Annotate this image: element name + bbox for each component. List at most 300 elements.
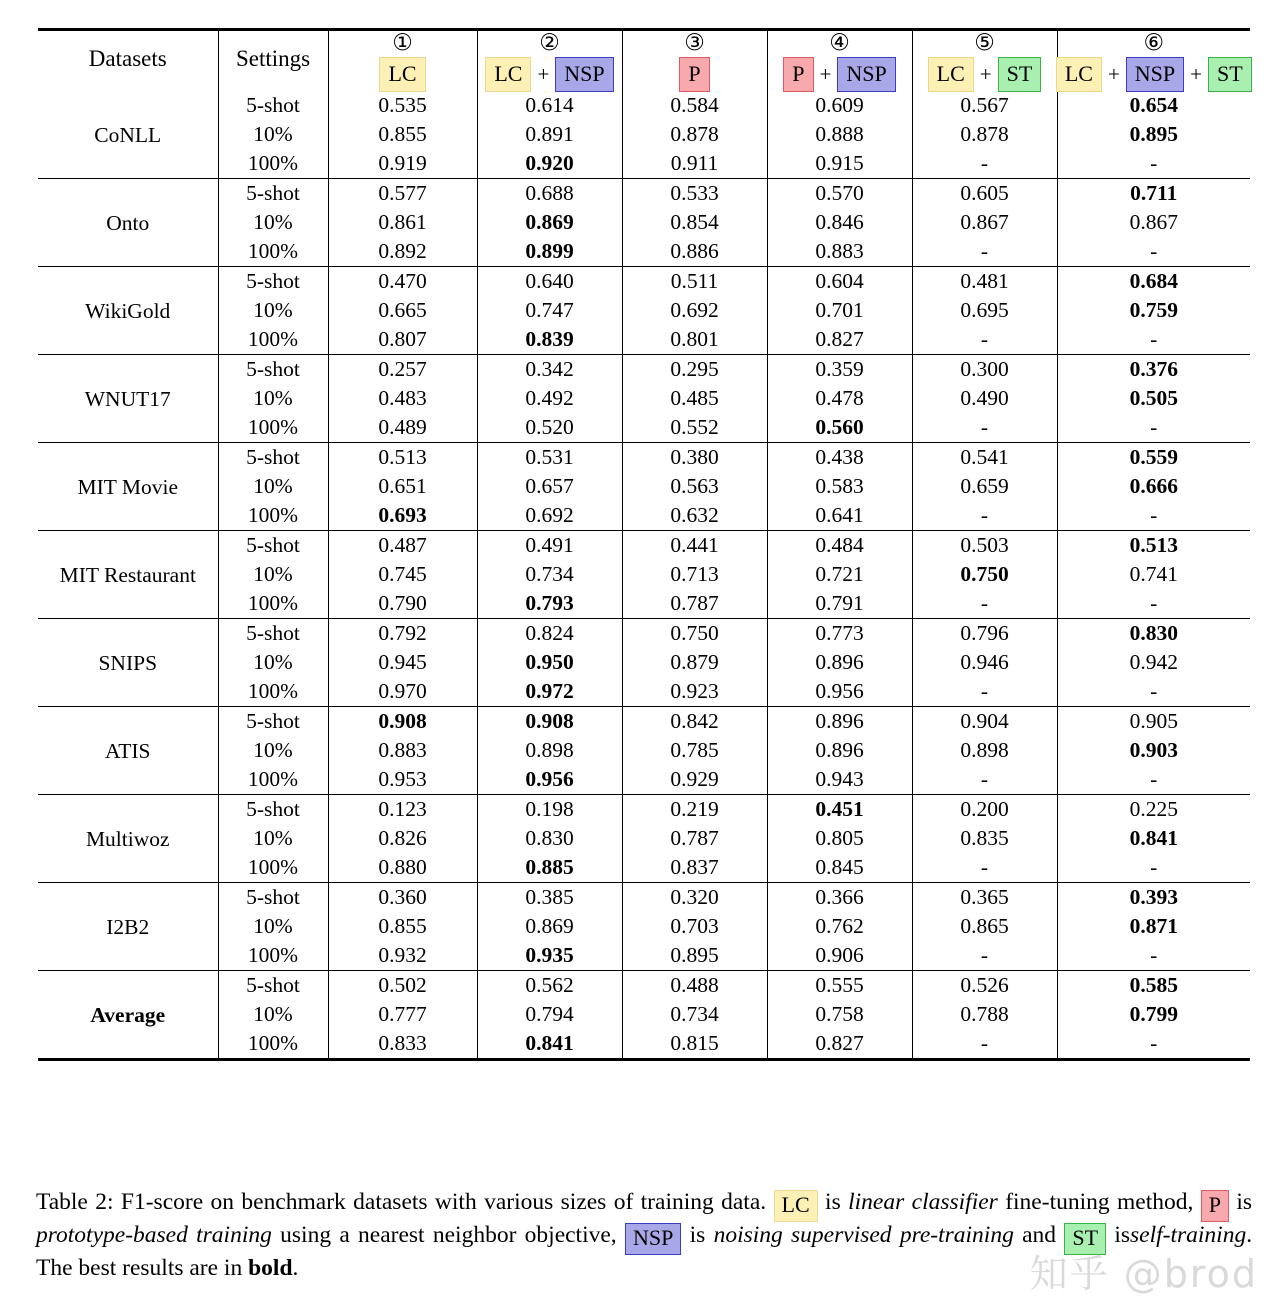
value-cell-col6: [1057, 619, 1250, 707]
setting-label: 5-shot: [246, 181, 300, 206]
value: 0.533: [670, 181, 719, 206]
value: 0.489: [378, 415, 427, 440]
value: 0.750: [670, 621, 719, 646]
value: 0.903: [1129, 738, 1178, 763]
value: 0.867: [960, 210, 1009, 235]
value: 0.869: [525, 914, 574, 939]
value: 0.503: [960, 533, 1009, 558]
dataset-name-cell: [38, 795, 218, 883]
value-cell-col5: [912, 883, 1057, 971]
value-cell-col4: [767, 795, 912, 883]
value-cell-col3: [622, 267, 767, 355]
value: 0.920: [525, 151, 574, 176]
value: 0.883: [815, 239, 864, 264]
value: 0.865: [960, 914, 1009, 939]
setting-label: 5-shot: [246, 269, 300, 294]
value: -: [1150, 415, 1158, 440]
value: 0.805: [815, 826, 864, 851]
lc-badge: LC: [485, 57, 531, 92]
value-cell-col4: [767, 355, 912, 443]
value-cell-col1: [328, 619, 477, 707]
table-row: [38, 971, 1250, 1060]
value-cell-col2: [477, 619, 622, 707]
value: -: [980, 855, 989, 880]
value: 0.385: [525, 885, 574, 910]
value-cell-col3: [622, 795, 767, 883]
setting-label: 100%: [247, 415, 299, 440]
table-row: [38, 91, 1250, 179]
header-col-1: [328, 30, 477, 92]
badge-group-5: [913, 57, 1057, 91]
setting-label: 5-shot: [246, 797, 300, 822]
setting-label: 100%: [247, 503, 299, 528]
value-cell-col2: [477, 443, 622, 531]
settings-cell: [218, 795, 328, 883]
dataset-name: SNIPS: [98, 650, 158, 675]
value: -: [1150, 151, 1158, 176]
value: 0.871: [1129, 914, 1178, 939]
header-col-3: [622, 30, 767, 92]
value: -: [980, 591, 989, 616]
value: -: [1150, 503, 1158, 528]
value: 0.604: [815, 269, 864, 294]
header-col-6: [1057, 30, 1250, 92]
value-cell-col5: [912, 795, 1057, 883]
value: 0.666: [1129, 474, 1178, 499]
value: 0.359: [815, 357, 864, 382]
plus-sign: +: [979, 61, 992, 86]
value: 0.911: [670, 151, 719, 176]
value: 0.688: [525, 181, 574, 206]
table-row: [38, 707, 1250, 795]
value: 0.492: [525, 386, 574, 411]
setting-label: 5-shot: [246, 445, 300, 470]
dataset-name-cell: [38, 355, 218, 443]
dataset-name-cell: [38, 531, 218, 619]
value-cell-col5: [912, 267, 1057, 355]
value-cell-col5: [912, 971, 1057, 1060]
value: 0.895: [670, 943, 719, 968]
value: 0.703: [670, 914, 719, 939]
value: 0.827: [815, 1031, 864, 1056]
value-cell-col6: [1057, 179, 1250, 267]
setting-label: 10%: [253, 386, 293, 411]
value-cell-col6: [1057, 531, 1250, 619]
value: 0.945: [378, 650, 427, 675]
value: 0.747: [525, 298, 574, 323]
value: 0.584: [670, 93, 719, 118]
value: 0.614: [525, 93, 574, 118]
caption-seg3: fine-tuning method,: [1005, 1189, 1194, 1215]
value: 0.505: [1129, 386, 1178, 411]
dataset-name-cell: [38, 707, 218, 795]
lc-badge: LC: [928, 57, 974, 92]
circled-number-2: ②: [539, 30, 560, 56]
value: 0.878: [670, 122, 719, 147]
header-datasets-label: Datasets: [88, 46, 167, 72]
settings-cell: [218, 443, 328, 531]
value: 0.855: [378, 122, 427, 147]
value: 0.794: [525, 1002, 574, 1027]
setting-label: 10%: [253, 914, 293, 939]
value: -: [980, 767, 989, 792]
value: 0.483: [378, 386, 427, 411]
value: 0.842: [670, 709, 719, 734]
dataset-name-cell: [38, 971, 218, 1060]
value: -: [1150, 679, 1158, 704]
value: 0.826: [378, 826, 427, 851]
value: 0.360: [378, 885, 427, 910]
value: 0.692: [525, 503, 574, 528]
value: 0.559: [1129, 445, 1178, 470]
value: 0.943: [815, 767, 864, 792]
caption-em-self-training: self-training: [1130, 1222, 1247, 1248]
value: 0.393: [1129, 885, 1178, 910]
dataset-name: Onto: [106, 210, 150, 235]
value: 0.878: [960, 122, 1009, 147]
value: 0.225: [1129, 797, 1178, 822]
value: 0.956: [815, 679, 864, 704]
value-cell-col1: [328, 883, 477, 971]
value: 0.555: [815, 973, 864, 998]
value: 0.886: [670, 239, 719, 264]
value: 0.896: [815, 709, 864, 734]
table-header: [38, 30, 1250, 92]
caption-seg10: .: [292, 1255, 299, 1281]
value: 0.904: [960, 709, 1009, 734]
value: 0.807: [378, 327, 427, 352]
settings-cell: [218, 355, 328, 443]
value: 0.787: [670, 591, 719, 616]
setting-label: 5-shot: [246, 533, 300, 558]
value: 0.788: [960, 1002, 1009, 1027]
value: 0.567: [960, 93, 1009, 118]
nsp-badge: NSP: [555, 57, 613, 92]
value: 0.552: [670, 415, 719, 440]
value: 0.560: [815, 415, 864, 440]
caption-seg9: . The best results are in: [36, 1222, 1253, 1281]
value: 0.713: [670, 562, 719, 587]
lc-badge: LC: [774, 1190, 818, 1222]
value: -: [1150, 239, 1158, 264]
value-cell-col4: [767, 531, 912, 619]
value: 0.867: [1129, 210, 1178, 235]
value: 0.470: [378, 269, 427, 294]
value: 0.609: [815, 93, 864, 118]
value: 0.198: [525, 797, 574, 822]
value: 0.342: [525, 357, 574, 382]
st-badge: ST: [998, 57, 1042, 92]
value: 0.841: [1129, 826, 1178, 851]
nsp-badge: NSP: [625, 1223, 681, 1255]
value: 0.896: [815, 738, 864, 763]
caption-seg1: F1-score on benchmark datasets with various sizes of training data.: [120, 1189, 767, 1215]
table-row: [38, 883, 1250, 971]
value-cell-col6: [1057, 707, 1250, 795]
table-row: [38, 531, 1250, 619]
header-col-4: [767, 30, 912, 92]
value: 0.684: [1129, 269, 1178, 294]
value: 0.605: [960, 181, 1009, 206]
settings-cell: [218, 971, 328, 1060]
value: 0.380: [670, 445, 719, 470]
value: 0.919: [378, 151, 427, 176]
value: 0.841: [525, 1031, 574, 1056]
dataset-name: CoNLL: [94, 122, 162, 147]
value: 0.891: [525, 122, 574, 147]
value: 0.585: [1129, 973, 1178, 998]
value: -: [1150, 1031, 1158, 1056]
value-cell-col5: [912, 707, 1057, 795]
setting-label: 5-shot: [246, 709, 300, 734]
plus-sign: +: [537, 61, 550, 86]
value: 0.830: [525, 826, 574, 851]
value-cell-col2: [477, 267, 622, 355]
setting-label: 100%: [247, 943, 299, 968]
caption-seg5: using a nearest neighbor objective,: [280, 1222, 617, 1248]
p-badge: P: [783, 57, 813, 92]
value-cell-col5: [912, 531, 1057, 619]
table-row: [38, 619, 1250, 707]
value-cell-col1: [328, 443, 477, 531]
table-row: [38, 443, 1250, 531]
value: -: [980, 1031, 989, 1056]
dataset-name-cell: [38, 443, 218, 531]
caption-em-linear-classifier: linear classifier: [848, 1189, 998, 1215]
value: 0.491: [525, 533, 574, 558]
value: 0.785: [670, 738, 719, 763]
caption-seg7: and: [1022, 1222, 1057, 1248]
circled-number-6: ⑥: [1143, 30, 1165, 56]
settings-cell: [218, 883, 328, 971]
value: 0.942: [1129, 650, 1178, 675]
value-cell-col2: [477, 91, 622, 179]
value: 0.758: [815, 1002, 864, 1027]
value-cell-col3: [622, 971, 767, 1060]
value: 0.651: [378, 474, 427, 499]
value: 0.721: [815, 562, 864, 587]
watermark: 知乎 @brod: [1029, 1252, 1258, 1296]
setting-label: 100%: [247, 855, 299, 880]
settings-cell: [218, 267, 328, 355]
value: 0.366: [815, 885, 864, 910]
value: -: [1150, 591, 1158, 616]
value-cell-col5: [912, 443, 1057, 531]
value: 0.846: [815, 210, 864, 235]
value: 0.855: [378, 914, 427, 939]
results-table: [38, 28, 1250, 1061]
value: 0.657: [525, 474, 574, 499]
value: 0.695: [960, 298, 1009, 323]
setting-label: 10%: [253, 122, 293, 147]
value: 0.451: [815, 797, 864, 822]
value: 0.906: [815, 943, 864, 968]
value: 0.488: [670, 973, 719, 998]
badge-group-4: [768, 57, 912, 91]
caption-seg4: is: [1236, 1189, 1253, 1215]
value: 0.839: [525, 327, 574, 352]
dataset-name: Average: [90, 1002, 166, 1027]
value: 0.535: [378, 93, 427, 118]
value: 0.762: [815, 914, 864, 939]
value: 0.896: [815, 650, 864, 675]
value: 0.824: [525, 621, 574, 646]
caption-seg2: is: [825, 1189, 841, 1215]
value: 0.490: [960, 386, 1009, 411]
circled-number-4: ④: [829, 30, 850, 56]
value: 0.520: [525, 415, 574, 440]
st-badge: ST: [1208, 57, 1252, 92]
dataset-name-cell: [38, 267, 218, 355]
value: 0.487: [378, 533, 427, 558]
value: 0.861: [378, 210, 427, 235]
value-cell-col3: [622, 443, 767, 531]
plus-sign: +: [1107, 61, 1120, 86]
value: 0.734: [525, 562, 574, 587]
value: 0.946: [960, 650, 1009, 675]
value: 0.869: [525, 210, 574, 235]
dataset-name-cell: [38, 91, 218, 179]
value: 0.300: [960, 357, 1009, 382]
value: -: [980, 239, 989, 264]
value: 0.792: [378, 621, 427, 646]
caption-seg8: is: [1114, 1222, 1130, 1248]
dataset-name-cell: [38, 883, 218, 971]
value: 0.484: [815, 533, 864, 558]
setting-label: 10%: [253, 210, 293, 235]
value: 0.531: [525, 445, 574, 470]
setting-label: 100%: [247, 679, 299, 704]
value: -: [980, 327, 989, 352]
setting-label: 10%: [253, 826, 293, 851]
value-cell-col4: [767, 443, 912, 531]
value: 0.376: [1129, 357, 1178, 382]
value-cell-col6: [1057, 91, 1250, 179]
value: 0.513: [1129, 533, 1178, 558]
settings-cell: [218, 707, 328, 795]
value-cell-col3: [622, 179, 767, 267]
value: 0.837: [670, 855, 719, 880]
settings-cell: [218, 91, 328, 179]
header-col-5: [912, 30, 1057, 92]
setting-label: 10%: [253, 738, 293, 763]
value-cell-col2: [477, 179, 622, 267]
table-row: [38, 795, 1250, 883]
dataset-name: MIT Movie: [77, 474, 179, 499]
dataset-name: MIT Restaurant: [59, 562, 196, 587]
settings-cell: [218, 531, 328, 619]
value-cell-col6: [1057, 883, 1250, 971]
table-body: [38, 91, 1250, 1060]
value-cell-col2: [477, 355, 622, 443]
setting-label: 10%: [253, 562, 293, 587]
value: -: [980, 679, 989, 704]
circled-number-1: ①: [392, 30, 413, 56]
dataset-name: ATIS: [105, 738, 151, 763]
value: 0.888: [815, 122, 864, 147]
value: 0.123: [378, 797, 427, 822]
settings-cell: [218, 619, 328, 707]
value: 0.972: [525, 679, 574, 704]
value: 0.511: [670, 269, 719, 294]
dataset-name-cell: [38, 619, 218, 707]
value: 0.640: [525, 269, 574, 294]
value-cell-col4: [767, 179, 912, 267]
value-cell-col1: [328, 531, 477, 619]
value-cell-col3: [622, 355, 767, 443]
value: 0.796: [960, 621, 1009, 646]
value: 0.815: [670, 1031, 719, 1056]
dataset-name: Multiwoz: [85, 826, 170, 851]
value: 0.485: [670, 386, 719, 411]
value-cell-col1: [328, 707, 477, 795]
value: -: [1150, 767, 1158, 792]
value: 0.935: [525, 943, 574, 968]
table-row: [38, 267, 1250, 355]
setting-label: 5-shot: [246, 973, 300, 998]
setting-label: 5-shot: [246, 885, 300, 910]
value-cell-col2: [477, 707, 622, 795]
st-badge: ST: [1064, 1223, 1106, 1255]
value: 0.365: [960, 885, 1009, 910]
value: 0.892: [378, 239, 427, 264]
value-cell-col3: [622, 883, 767, 971]
badge-group-3: [623, 57, 767, 91]
value-cell-col4: [767, 707, 912, 795]
value: 0.745: [378, 562, 427, 587]
header-settings: [218, 30, 328, 92]
value-cell-col4: [767, 619, 912, 707]
lc-badge: LC: [379, 57, 425, 92]
value-cell-col4: [767, 91, 912, 179]
value: -: [1150, 943, 1158, 968]
value: 0.799: [1129, 1002, 1178, 1027]
value: 0.956: [525, 767, 574, 792]
value: 0.830: [1129, 621, 1178, 646]
value: -: [1150, 855, 1158, 880]
value-cell-col3: [622, 707, 767, 795]
value-cell-col1: [328, 179, 477, 267]
value: 0.970: [378, 679, 427, 704]
value: 0.526: [960, 973, 1009, 998]
value-cell-col2: [477, 531, 622, 619]
value-cell-col6: [1057, 267, 1250, 355]
setting-label: 100%: [247, 327, 299, 352]
setting-label: 100%: [247, 1031, 299, 1056]
table-row: [38, 179, 1250, 267]
value-cell-col1: [328, 355, 477, 443]
badge-group-1: [329, 57, 477, 91]
setting-label: 100%: [247, 591, 299, 616]
badge-group-2: [478, 57, 622, 91]
value-cell-col2: [477, 971, 622, 1060]
value: 0.845: [815, 855, 864, 880]
value-cell-col5: [912, 179, 1057, 267]
value: 0.750: [960, 562, 1009, 587]
value-cell-col4: [767, 971, 912, 1060]
caption-em-noising-supervised-pretraining: noising supervised pre-training: [713, 1222, 1014, 1248]
value: 0.833: [378, 1031, 427, 1056]
value-cell-col1: [328, 267, 477, 355]
value: 0.773: [815, 621, 864, 646]
value: -: [1150, 327, 1158, 352]
value: 0.219: [670, 797, 719, 822]
nsp-badge: NSP: [1126, 57, 1184, 92]
caption-seg6: is: [689, 1222, 706, 1248]
value: 0.320: [670, 885, 719, 910]
value: -: [980, 943, 989, 968]
setting-label: 10%: [253, 1002, 293, 1027]
